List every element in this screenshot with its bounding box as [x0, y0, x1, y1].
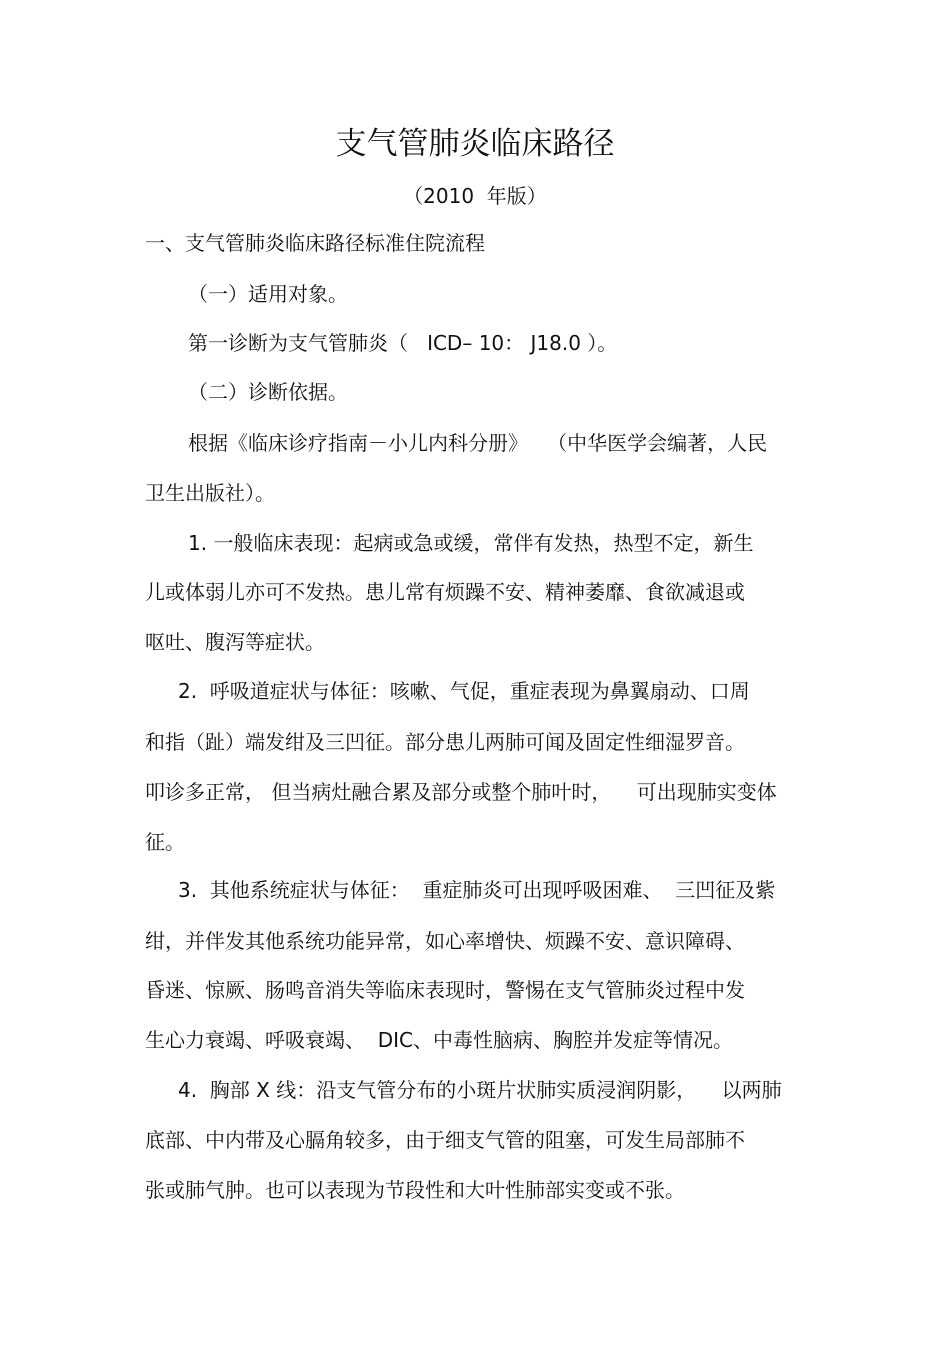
subsection-heading: （二）诊断依据。	[188, 380, 348, 404]
paragraph-line: 征。	[145, 830, 185, 854]
subsection-heading: （一）适用对象。	[188, 282, 348, 306]
paragraph-line: 根据《临床诊疗指南－小儿内科分册》 （中华医学会编著，人民	[188, 431, 768, 455]
document-subtitle: （2010 年版）	[403, 184, 547, 208]
document-title: 支气管肺炎临床路径	[335, 126, 615, 162]
paragraph-line: 卫生出版社）。	[145, 481, 275, 505]
paragraph-line: 2. 呼吸道症状与体征：咳嗽、气促，重症表现为鼻翼扇动、口周	[178, 679, 750, 703]
paragraph-line: 呕吐、腹泻等症状。	[145, 630, 325, 654]
paragraph-line: 儿或体弱儿亦可不发热。患儿常有烦躁不安、精神萎靡、食欲减退或	[145, 580, 745, 604]
paragraph-line: 4. 胸部 X 线：沿支气管分布的小斑片状肺实质浸润阴影， 以两肺	[178, 1078, 782, 1102]
paragraph-line: 张或肺气肿。也可以表现为节段性和大叶性肺部实变或不张。	[145, 1178, 685, 1202]
paragraph-line: 生心力衰竭、呼吸衰竭、 DIC、中毒性脑病、胸腔并发症等情况。	[145, 1028, 733, 1052]
paragraph-line: 1. 一般临床表现：起病或急或缓，常伴有发热，热型不定，新生	[188, 531, 754, 555]
paragraph-line: 底部、中内带及心膈角较多，由于细支气管的阻塞，可发生局部肺不	[145, 1128, 745, 1152]
paragraph-line: 和指（趾）端发绀及三凹征。部分患儿两肺可闻及固定性细湿罗音。	[145, 730, 745, 754]
paragraph-line: 昏迷、惊厥、肠鸣音消失等临床表现时，警惕在支气管肺炎过程中发	[145, 978, 745, 1002]
paragraph-line: 绀，并伴发其他系统功能异常，如心率增快、烦躁不安、意识障碍、	[145, 929, 745, 953]
paragraph-line: 第一诊断为支气管肺炎（ ICD– 10： J18.0 ）。	[188, 331, 618, 355]
paragraph-line: 3. 其他系统症状与体征： 重症肺炎可出现呼吸困难、 三凹征及紫	[178, 878, 776, 902]
section-heading: 一、支气管肺炎临床路径标准住院流程	[145, 231, 485, 255]
paragraph-line: 叩诊多正常， 但当病灶融合累及部分或整个肺叶时， 可出现肺实变体	[145, 780, 777, 804]
